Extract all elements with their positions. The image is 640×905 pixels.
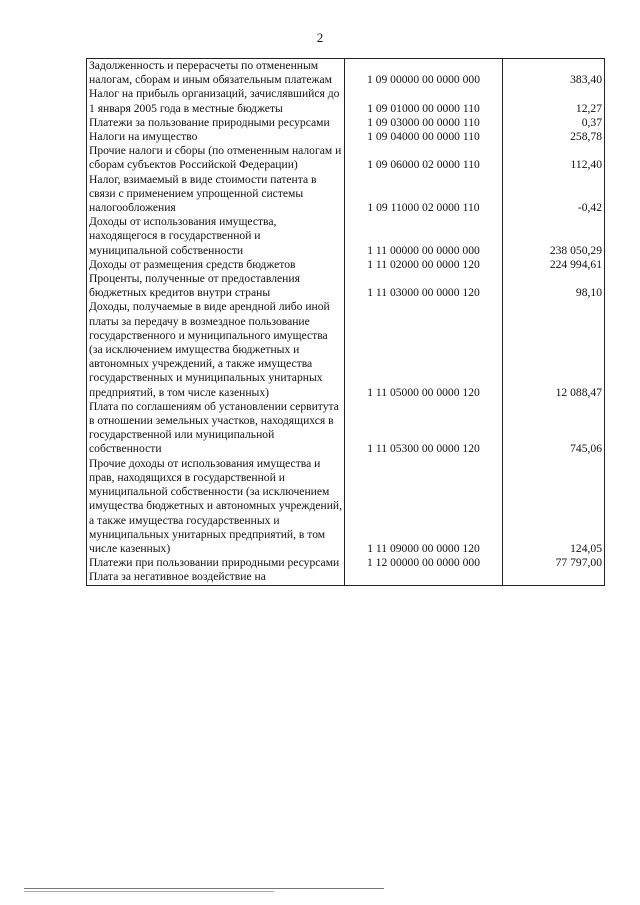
row-name: Прочие налоги и сборы (по отмененным налогам и сборам субъектов Российской Федерации)	[87, 144, 345, 172]
row-name: Налог на прибыль организаций, зачислявшийся до 1 января 2005 года в местные бюджеты	[87, 87, 345, 115]
row-amount: 112,40	[503, 144, 605, 172]
table-row	[87, 258, 605, 272]
row-amount: 383,40	[503, 59, 605, 88]
row-amount: 12,27	[503, 87, 605, 115]
row-name: Задолженность и перерасчеты по отмененным налогам, сборам и иным обязательным платежам	[87, 59, 345, 88]
table-row	[87, 144, 605, 172]
table-row	[87, 215, 605, 258]
table-row	[87, 272, 605, 300]
row-code: 1 09 06000 02 0000 110	[345, 144, 503, 172]
table-row	[87, 570, 605, 585]
row-code: 1 12 00000 00 0000 000	[345, 556, 503, 570]
row-amount: -0,42	[503, 173, 605, 216]
row-name: Доходы, получаемые в виде арендной либо иной платы за передачу в возмездное пользование государственного и муниципального имущества (за исключением имущества бюджетных и автономных учреждений, а также имущества государственных и муниципальных унитарных предприятий, в том числе казенных)	[87, 300, 345, 399]
table-row	[87, 400, 605, 457]
footer-divider	[24, 888, 384, 889]
table-row	[87, 556, 605, 570]
row-code	[345, 570, 503, 585]
table-row	[87, 59, 605, 88]
row-name: Плата за негативное воздействие на	[87, 570, 345, 585]
row-name: Прочие доходы от использования имущества и прав, находящихся в государственной и муниципальной собственности (за исключением имущества бюджетных и автономных учреждений, а также имущества государственных и муниципальных унитарных предприятий, в том числе казенных)	[87, 457, 345, 556]
footer-divider-secondary	[24, 891, 274, 892]
row-code: 1 09 04000 00 0000 110	[345, 130, 503, 144]
table-row	[87, 173, 605, 216]
table-row	[87, 116, 605, 130]
row-code: 1 11 09000 00 0000 120	[345, 457, 503, 556]
row-code: 1 09 11000 02 0000 110	[345, 173, 503, 216]
row-name: Налоги на имущество	[87, 130, 345, 144]
row-code: 1 11 05300 00 0000 120	[345, 400, 503, 457]
revenue-table-container	[86, 58, 604, 586]
page-number: 2	[316, 30, 324, 45]
row-code: 1 11 05000 00 0000 120	[345, 300, 503, 399]
row-code: 1 09 01000 00 0000 110	[345, 87, 503, 115]
row-amount: 124,05	[503, 457, 605, 556]
row-amount: 12 088,47	[503, 300, 605, 399]
row-amount: 745,06	[503, 400, 605, 457]
row-code: 1 11 00000 00 0000 000	[345, 215, 503, 258]
table-row	[87, 130, 605, 144]
row-code: 1 09 03000 00 0000 110	[345, 116, 503, 130]
row-amount: 98,10	[503, 272, 605, 300]
row-amount: 224 994,61	[503, 258, 605, 272]
table-row	[87, 457, 605, 556]
row-amount: 238 050,29	[503, 215, 605, 258]
table-row	[87, 300, 605, 399]
row-code: 1 11 03000 00 0000 120	[345, 272, 503, 300]
revenue-table	[86, 58, 605, 586]
table-row	[87, 87, 605, 115]
row-name: Платежи при пользовании природными ресурсами	[87, 556, 345, 570]
row-name: Налог, взимаемый в виде стоимости патента в связи с применением упрощенной системы налогообложения	[87, 173, 345, 216]
row-name: Плата по соглашениям об установлении сервитута в отношении земельных участков, находящихся в государственной или муниципальной собственности	[87, 400, 345, 457]
row-name: Доходы от размещения средств бюджетов	[87, 258, 345, 272]
row-name: Проценты, полученные от предоставления бюджетных кредитов внутри страны	[87, 272, 345, 300]
row-name: Платежи за пользование природными ресурсами	[87, 116, 345, 130]
row-name: Доходы от использования имущества, находящегося в государственной и муниципальной собственности	[87, 215, 345, 258]
row-amount: 77 797,00	[503, 556, 605, 570]
row-code: 1 11 02000 00 0000 120	[345, 258, 503, 272]
row-amount: 258,78	[503, 130, 605, 144]
row-code: 1 09 00000 00 0000 000	[345, 59, 503, 88]
row-amount: 0,37	[503, 116, 605, 130]
row-amount	[503, 570, 605, 585]
